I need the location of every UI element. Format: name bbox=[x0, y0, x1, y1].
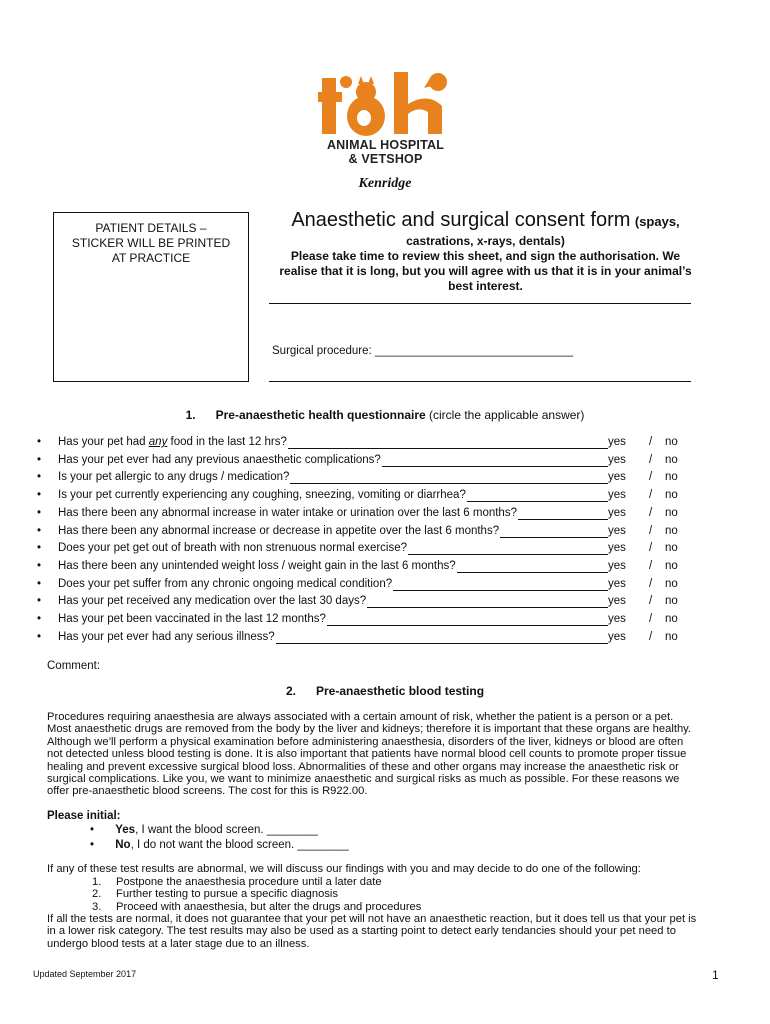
tah-logo-icon bbox=[318, 68, 453, 140]
answer-no[interactable]: no bbox=[665, 542, 678, 555]
question-row bbox=[37, 489, 737, 506]
paragraph-line: Procedures requiring anaesthesia are always associated with a certain amount of risk, whether the patient is a person or a pet. bbox=[47, 711, 674, 723]
divider-line bbox=[269, 303, 691, 304]
bullet-icon: • bbox=[37, 595, 42, 608]
form-title-main: Anaesthetic and surgical consent form bbox=[291, 209, 631, 231]
answer-separator: / bbox=[649, 595, 653, 608]
bullet-icon: • bbox=[37, 542, 42, 555]
bullet-icon: • bbox=[37, 453, 42, 466]
question-row bbox=[37, 542, 737, 559]
question-row bbox=[37, 578, 737, 595]
form-subtitle bbox=[268, 234, 703, 294]
question-row bbox=[37, 525, 737, 542]
step-item: 2. Further testing to pursue a specific diagnosis bbox=[92, 888, 339, 901]
form-title-suffix: (spays, bbox=[634, 214, 680, 229]
answer-separator: / bbox=[649, 506, 653, 519]
comment-label: Comment: bbox=[47, 660, 101, 672]
bullet-icon: • bbox=[37, 489, 42, 502]
logo-line-2: & VETSHOP bbox=[348, 152, 423, 166]
section-1-heading bbox=[0, 408, 770, 422]
answer-line bbox=[467, 501, 608, 502]
answer-line bbox=[276, 643, 608, 644]
answer-separator: / bbox=[649, 524, 653, 537]
answer-line bbox=[327, 625, 608, 626]
paragraph-line: offer pre-anaesthetic blood screens. The cost for this is R922.00. bbox=[47, 785, 368, 798]
answer-separator: / bbox=[649, 436, 653, 448]
question-text: Has there been any abnormal increase in water intake or urination over the last 6 months? bbox=[58, 506, 517, 519]
branch-name: Kenridge bbox=[358, 176, 412, 191]
answer-line bbox=[500, 537, 608, 538]
answer-separator: / bbox=[649, 630, 653, 643]
answer-yes[interactable]: yes bbox=[608, 559, 626, 572]
hospital-logo bbox=[318, 68, 453, 168]
answer-separator: / bbox=[649, 559, 653, 572]
question-row bbox=[37, 454, 737, 471]
paragraph-line: If all the tests are normal, it does not guarantee that your pet will not have an anaesthetic reaction, but it does tell us that your pet is bbox=[47, 913, 697, 925]
answer-no[interactable]: no bbox=[665, 559, 678, 572]
answer-no[interactable]: no bbox=[665, 595, 678, 608]
patient-box-line-3: AT PRACTICE bbox=[111, 251, 191, 265]
form-title-line-2: castrations, x-rays, dentals) bbox=[406, 234, 565, 248]
question-row bbox=[37, 471, 737, 488]
paragraph-line: healing and prevent excessive surgical blood loss. Abnormalities of these and other organs may increase the anaesthetic risk or bbox=[47, 760, 679, 773]
answer-yes[interactable]: yes bbox=[608, 613, 626, 625]
answer-yes[interactable]: yes bbox=[608, 595, 626, 608]
step-item: 3. Proceed with anaesthesia, but alter the drugs and procedures bbox=[92, 900, 422, 913]
answer-line bbox=[408, 554, 608, 555]
patient-details-box bbox=[53, 212, 249, 382]
answer-yes[interactable]: yes bbox=[608, 489, 626, 502]
section-2-number: 2. bbox=[285, 684, 296, 698]
instructions-line-1: Please take time to review this sheet, and sign the authorisation. We bbox=[290, 249, 681, 263]
abnormal-results-intro: If any of these test results are abnormal, we will discuss our findings with you and may decide to do one of the following: bbox=[47, 863, 641, 875]
answer-no[interactable]: no bbox=[665, 471, 678, 484]
answer-no[interactable]: no bbox=[665, 506, 678, 519]
question-text: Does your pet get out of breath with non strenuous normal exercise? bbox=[58, 542, 408, 555]
bullet-icon: • bbox=[90, 824, 95, 836]
bullet-icon: • bbox=[37, 559, 42, 572]
logo-line-1: ANIMAL HOSPITAL bbox=[326, 138, 445, 152]
paragraph-line: in a lower risk category. The test results may also be used as a starting point to detect early tendancies should your pet need to bbox=[47, 925, 676, 938]
divider-line bbox=[269, 381, 691, 382]
bullet-icon: • bbox=[37, 436, 42, 448]
answer-separator: / bbox=[649, 577, 653, 590]
bullet-icon: • bbox=[37, 630, 42, 643]
answer-no[interactable]: no bbox=[665, 577, 678, 590]
bullet-icon: • bbox=[37, 577, 42, 590]
no-text: , I do not want the blood screen. ________ bbox=[130, 839, 349, 851]
answer-no[interactable]: no bbox=[665, 524, 678, 537]
section-1-note: (circle the applicable answer) bbox=[429, 408, 585, 422]
question-row bbox=[37, 595, 737, 612]
bullet-icon: • bbox=[90, 839, 95, 851]
answer-no[interactable]: no bbox=[665, 436, 678, 448]
answer-no[interactable]: no bbox=[665, 489, 678, 502]
yes-text: , I want the blood screen. ________ bbox=[135, 824, 318, 836]
page-number: 1 bbox=[712, 968, 719, 982]
answer-yes[interactable]: yes bbox=[608, 577, 626, 590]
question-row bbox=[37, 560, 737, 577]
question-row bbox=[37, 613, 737, 630]
step-item: 1. Postpone the anaesthesia procedure until a later date bbox=[92, 876, 382, 888]
answer-yes[interactable]: yes bbox=[608, 542, 626, 555]
question-text: Has your pet been vaccinated in the last 12 months? bbox=[58, 613, 326, 625]
patient-box-line-1: PATIENT DETAILS – bbox=[95, 221, 207, 235]
question-row bbox=[37, 507, 737, 524]
yes-label: Yes bbox=[115, 824, 136, 836]
section-1-number: 1. bbox=[185, 408, 196, 422]
answer-separator: / bbox=[649, 471, 653, 484]
question-text: Has there been any abnormal increase or decrease in appetite over the last 6 months? bbox=[58, 524, 500, 537]
question-text: Has there been any unintended weight loss / weight gain in the last 6 months? bbox=[58, 559, 456, 572]
answer-no[interactable]: no bbox=[665, 453, 678, 466]
answer-line bbox=[393, 590, 608, 591]
answer-yes[interactable]: yes bbox=[608, 524, 626, 537]
surgical-procedure-field[interactable]: Surgical procedure: _______________________________ bbox=[272, 345, 574, 357]
question-text: Is your pet allergic to any drugs / medication? bbox=[58, 471, 290, 484]
answer-line bbox=[288, 448, 608, 449]
paragraph-line: Most anaesthetic drugs are removed from the body by the liver and kidneys; therefore it is important that these organs are healthy. bbox=[47, 723, 692, 736]
instructions-line-3: best interest. bbox=[448, 279, 523, 293]
answer-yes[interactable]: yes bbox=[608, 453, 626, 466]
question-text: Has your pet ever had any serious illness? bbox=[58, 630, 275, 643]
blood-testing-paragraph bbox=[47, 711, 727, 798]
paragraph-line: surgical complications. Like you, we want to minimize anaesthetic and surgical risks as much as possible. For these reasons we bbox=[47, 773, 680, 786]
blood-screen-no-option[interactable] bbox=[90, 839, 349, 851]
answer-line bbox=[367, 607, 608, 608]
follow-up-steps bbox=[92, 876, 421, 913]
closing-paragraph bbox=[47, 913, 727, 950]
answer-yes[interactable]: yes bbox=[608, 506, 626, 519]
question-row bbox=[37, 631, 737, 648]
paragraph-line: undergo blood tests at a later stage due to an illness. bbox=[47, 937, 310, 950]
paragraph-line: Although we’ll perform a physical examination before administering anaesthesia, disorders of the liver, kidneys or blood are often bbox=[47, 735, 684, 748]
answer-separator: / bbox=[649, 542, 653, 555]
answer-separator: / bbox=[649, 489, 653, 502]
answer-no[interactable]: no bbox=[665, 613, 678, 625]
question-text: Has your pet had any food in the last 12 hrs? bbox=[58, 436, 287, 448]
question-text: Has your pet received any medication over the last 30 days? bbox=[58, 595, 367, 608]
answer-separator: / bbox=[649, 613, 653, 625]
paragraph-line: not detected unless blood testing is done. It is also important that patients have normal blood cell counts to promote proper tissue bbox=[47, 748, 687, 761]
bullet-icon: • bbox=[37, 613, 42, 625]
please-initial-label: Please initial: bbox=[47, 810, 121, 822]
answer-line bbox=[457, 572, 608, 573]
updated-date: Updated September 2017 bbox=[33, 969, 137, 979]
answer-line bbox=[382, 466, 608, 467]
section-2-title: Pre-anaesthetic blood testing bbox=[316, 684, 485, 698]
blood-screen-yes-option[interactable] bbox=[90, 824, 318, 836]
answer-line bbox=[290, 483, 608, 484]
instructions-line-2: realise that it is long, but you will agree with us that it is in your animal’s bbox=[279, 264, 692, 278]
question-text: Has your pet ever had any previous anaesthetic complications? bbox=[58, 453, 381, 466]
question-text: Does your pet suffer from any chronic ongoing medical condition? bbox=[58, 577, 393, 590]
section-1-title: Pre-anaesthetic health questionnaire bbox=[215, 408, 426, 422]
answer-yes[interactable]: yes bbox=[608, 630, 626, 643]
answer-no[interactable]: no bbox=[665, 630, 678, 643]
bullet-icon: • bbox=[37, 524, 42, 537]
bullet-icon: • bbox=[37, 506, 42, 519]
form-title bbox=[268, 209, 703, 232]
answer-separator: / bbox=[649, 453, 653, 466]
answer-line bbox=[518, 519, 608, 520]
answer-yes[interactable]: yes bbox=[608, 471, 626, 484]
answer-yes[interactable]: yes bbox=[608, 436, 626, 448]
question-text: Is your pet currently experiencing any coughing, sneezing, vomiting or diarrhea? bbox=[58, 489, 466, 502]
bullet-icon: • bbox=[37, 471, 42, 484]
patient-box-line-2: STICKER WILL BE PRINTED bbox=[71, 236, 231, 250]
no-label: No bbox=[115, 839, 131, 851]
section-2-heading bbox=[0, 684, 770, 698]
question-row bbox=[37, 436, 737, 453]
